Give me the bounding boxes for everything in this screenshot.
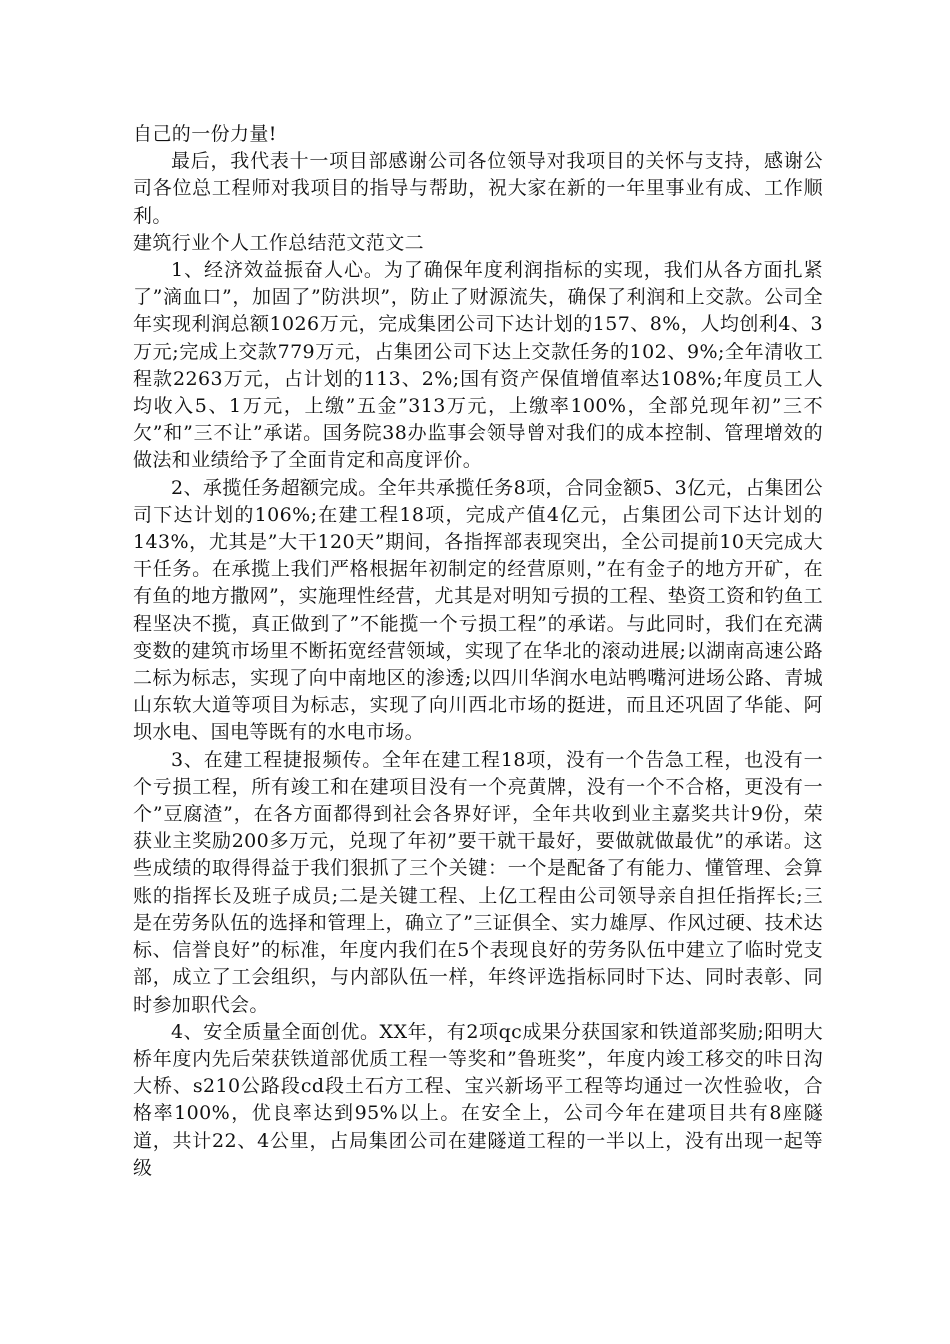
closing-paragraph: 最后，我代表十一项目部感谢公司各位领导对我项目的关怀与支持，感谢公司各位总工程师对我项目的指导与帮助，祝大家在新的一年里事业有成、工作顺利。 (133, 150, 823, 227)
document-body (133, 121, 823, 1182)
paragraph-economic-benefits: 1、经济效益振奋人心。为了确保年度利润指标的实现，我们从各方面扎紧了”滴血口”，加固了”防洪坝”，防止了财源流失，确保了利润和上交款。公司全年实现利润总额1026万元，完成集团公司下达计划的157、8%，人均创利4、3万元;完成上交款779万元，占集团公司下达上交款任务的102、9%;全年清收工程款2263万元，占计划的113、2%;国有资产保值增值率达108%;年度员工人均收入5、1万元，上缴”五金”313万元，上缴率100%，全部兑现年初”三不欠”和”三不让”承诺。国务院38办监事会领导曾对我们的成本控制、管理增效的做法和业绩给予了全面肯定和高度评价。 (133, 259, 823, 472)
paragraph-safety-quality: 4、安全质量全面创优。XX年，有2项qc成果分获国家和铁道部奖励;阳明大桥年度内先后荣获铁道部优质工程一等奖和”鲁班奖”，年度内竣工移交的咔日沟大桥、s210公路段cd段土石方工程、宝兴新场平工程等均通过一次性验收，合格率100%，优良率达到95%以上。在安全上，公司今年在建项目共有8座隧道，共计22、4公里，占局集团公司在建隧道工程的一半以上，没有出现一起等级 (133, 1020, 823, 1179)
section-heading: 建筑行业个人工作总结范文范文二 (133, 231, 425, 254)
continuation-line: 自己的一份力量! (133, 123, 277, 145)
paragraph-projects-under-construction: 3、在建工程捷报频传。全年在建工程18项，没有一个告急工程，也没有一个亏损工程，所有竣工和在建项目没有一个亮黄牌，没有一个不合格，更没有一个”豆腐渣”，在各方面都得到社会各界好评，全年共收到业主嘉奖共计9份，荣获业主奖励200多万元，兑现了年初”要干就干最好，要做就做最优”的承诺。这些成绩的取得得益于我们狠抓了三个关键：一个是配备了有能力、懂管理、会算账的指挥长及班子成员;二是关键工程、上亿工程由公司领导亲自担任指挥长;三是在劳务队伍的选择和管理上，确立了”三证俱全、实力雄厚、作风过硬、技术达标、信誉良好”的标准，年度内我们在5个表现良好的劳务队伍中建立了临时党支部，成立了工会组织，与内部队伍一样，年终评选指标同时下达、同时表彰、同时参加职代会。 (133, 748, 823, 1016)
paragraph-contracting-tasks: 2、承揽任务超额完成。全年共承揽任务8项，合同金额5、3亿元，占集团公司下达计划的106%;在建工程18项，完成产值4亿元，占集团公司下达计划的143%，尤其是”大干120天”期间，各指挥部表现突出，全公司提前10天完成大干任务。在承揽上我们严格根据年初制定的经营原则，”在有金子的地方开矿，在有鱼的地方撒网”，实施理性经营，尤其是对明知亏损的工程、垫资工资和钓鱼工程坚决不揽，真正做到了”不能揽一个亏损工程”的承诺。与此同时，我们在充满变数的建筑市场里不断拓宽经营领域，实现了在华北的滚动进展;以湖南高速公路二标为标志，实现了向中南地区的渗透;以四川华润水电站鸭嘴河进场公路、青城山东软大道等项目为标志，实现了向川西北市场的挺进，而且还巩固了华能、阿坝水电、国电等既有的水电市场。 (133, 476, 823, 744)
